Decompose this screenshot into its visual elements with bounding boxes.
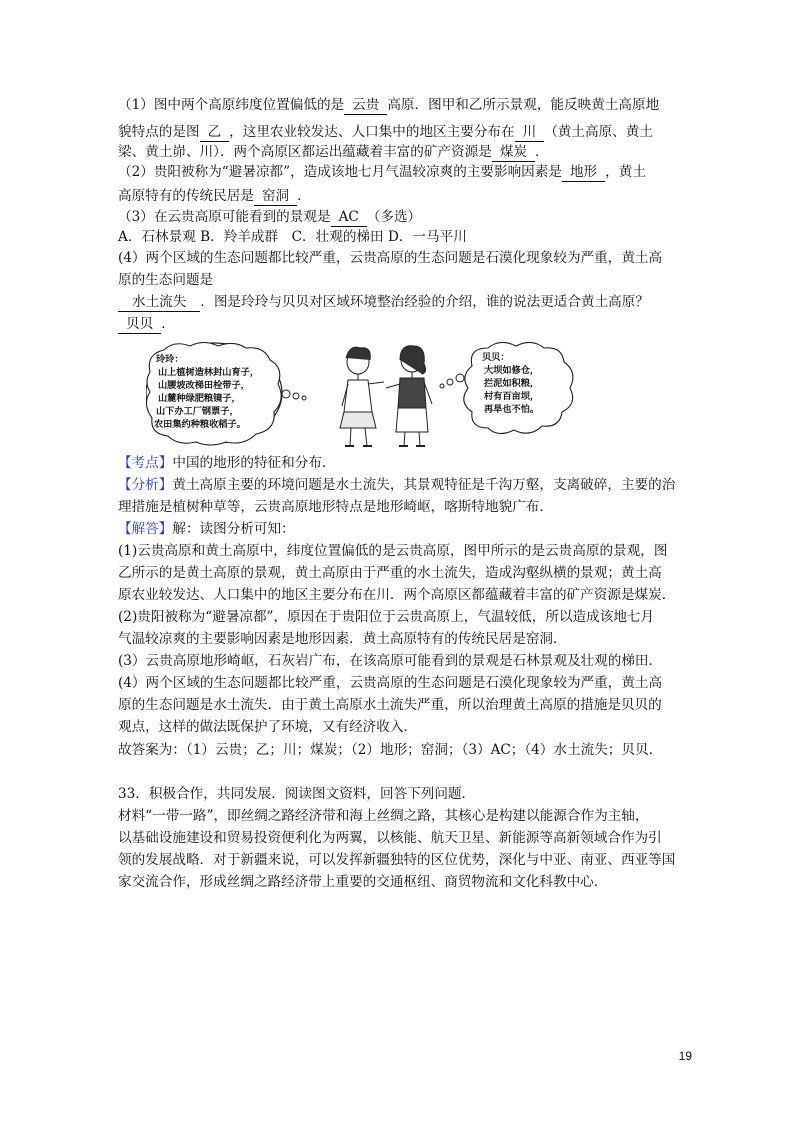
jieda-text: (3）云贵高原地形崎岖，石灰岩广布，在该高原可能看到的景观是石林景观及壮观的梯田． bbox=[118, 653, 663, 669]
q32-part1-line1: （1）图中两个高原纬度位置偏低的是 云贵 高原．图甲和乙所示景观，能反映黄土高原地 bbox=[118, 97, 660, 113]
kaodian-line: 【考点】中国的地形的特征和分布． bbox=[118, 455, 336, 471]
q32-part4-line4: 贝贝 ． bbox=[118, 313, 688, 336]
q33-material: 领的发展战略．对于新疆来说，可以发挥新疆独特的区位优势，深化与中亚、南亚、西亚等国 bbox=[118, 852, 676, 868]
fenxi-line2: 理措施是植树种草等，云贵高原地形特点是地形崎岖，喀斯特地貌广布． bbox=[118, 499, 553, 515]
jieda-text: 乙所示的是黄土高原的景观，黄土高原由于严重的水土流失，造成沟壑纵横的景观；黄土高 bbox=[118, 565, 662, 581]
q32-part2-line1: （2）贵阳被称为“避暑凉都”，造成该地七月气温较凉爽的主要影响因素是 地形 ，黄土 bbox=[118, 164, 646, 180]
jieda-text: 气温较凉爽的主要影响因素是地形因素．黄土高原特有的传统民居是窑洞． bbox=[118, 631, 567, 647]
beibei-line: 村有百亩坝， bbox=[484, 391, 540, 402]
kaodian-tag: 【考点】 bbox=[118, 455, 173, 471]
answer-blank: 地形 bbox=[562, 164, 605, 182]
answer-blank: 水土流失 bbox=[118, 294, 200, 312]
q32-part4-line2: 原的生态问题是 bbox=[118, 272, 214, 288]
q32-part3-line1: （3）在云贵高原可能看到的景观是 AC （多选） bbox=[118, 209, 422, 225]
jieda-tag: 【解答】 bbox=[118, 521, 173, 537]
girl-lingling-figure bbox=[340, 347, 384, 446]
dialogue-illustration-svg bbox=[146, 342, 646, 450]
jieda-line: 【解答】解：读图分析可知： bbox=[118, 521, 295, 537]
fenxi-tag: 【分析】 bbox=[118, 477, 173, 493]
lingling-line: 农田集约种粮收稻子。 bbox=[154, 419, 246, 430]
jieda-text: (1)云贵高原和黄土高原中，纬度位置偏低的是云贵高原，图甲所示的是云贵高原的景观，图 bbox=[118, 543, 668, 559]
beibei-line: 再旱也不怕。 bbox=[484, 404, 540, 415]
lingling-line: 山腰坡改梯田栓带子， bbox=[158, 380, 250, 391]
jieda-text: 观点，这样的做法既保护了环境，又有经济收入． bbox=[118, 719, 418, 735]
fenxi-line1: 【分析】黄土高原主要的环境问题是水土流失，其景观特征是千沟万壑，支离破碎，主要的治 bbox=[118, 477, 676, 493]
answer-blank: 云贵 bbox=[344, 97, 387, 115]
lingling-line: 玲玲： bbox=[156, 354, 184, 365]
beibei-line: 大坝如修仓， bbox=[484, 365, 540, 376]
q33-material: 以基础设施建设和贸易投资便利化为两翼，以核能、航天卫星、新能源等高新领域合作为引 bbox=[118, 830, 662, 846]
beibei-line: 贝贝： bbox=[482, 352, 510, 363]
jieda-text: (4）两个区域的生态问题都比较严重，云贵高原的生态问题是石漠化现象较为严重，黄土高 bbox=[118, 675, 663, 691]
answer-blank: 窑洞 bbox=[254, 188, 297, 206]
girl-beibei-figure bbox=[386, 346, 432, 446]
lingling-line: 山下办工厂钢票子， bbox=[156, 406, 239, 417]
lingling-thought-bubble bbox=[146, 343, 306, 446]
answer-summary: 故答案为：（1）云贵；乙；川；煤炭；（2）地形；窑洞；（3）AC；（4）水土流失；贝贝． bbox=[118, 742, 663, 758]
q33-material: 家交流合作，形成丝绸之路经济带上重要的交通枢纽、商贸物流和文化科教中心． bbox=[118, 874, 608, 890]
q32-part3-options: A．石林景观 B．羚羊成群 C．壮观的梯田 D．一马平川 bbox=[118, 229, 467, 245]
answer-blank: 贝贝 bbox=[118, 316, 161, 334]
lingling-line: 山上植树造林封山育子， bbox=[158, 367, 260, 378]
q33-material: 材料“一带一路”，即丝绸之路经济带和海上丝绸之路，其核心是构建以能源合作为主轴， bbox=[118, 808, 649, 824]
dialogue-illustration bbox=[146, 342, 646, 450]
q32-part1-line3: 梁、黄土峁、川）．两个高原区都运出蕴藏着丰富的矿产资源是 煤炭 ． bbox=[118, 144, 549, 160]
jieda-text: 原的生态问题是水土流失．由于黄土高原水土流失严重，所以治理黄土高原的措施是贝贝的 bbox=[118, 697, 662, 713]
answer-blank: 川 bbox=[515, 124, 545, 142]
beibei-line: 拦泥如积粮， bbox=[484, 378, 540, 389]
answer-blank: 乙 bbox=[200, 124, 230, 142]
q32-part2-line2: 高原特有的传统民居是 窑洞 ． bbox=[118, 188, 311, 204]
beibei-thought-bubble bbox=[440, 342, 573, 433]
q32-part4-line1: (4）两个区域的生态问题都比较严重，云贵高原的生态问题是石漠化现象较为严重，黄土高 bbox=[118, 250, 663, 266]
q32-part1-line2: 貌特点的是图 乙 ，这里农业较发达、人口集中的地区主要分布在 川 （黄土高原、黄土 bbox=[118, 124, 653, 140]
lingling-line: 山麓种绿肥粮镜子， bbox=[158, 393, 241, 404]
jieda-text: 原农业较发达、人口集中的地区主要分布在川．两个高原区都蕴藏着丰富的矿产资源是煤炭． bbox=[118, 587, 676, 603]
page-number: 19 bbox=[678, 1049, 692, 1063]
q33-title: 33．积极合作，共同发展．阅读图文资料，回答下列问题． bbox=[118, 786, 476, 802]
answer-blank: 煤炭 bbox=[492, 144, 535, 162]
q32-part4-line3: 水土流失 ．图是玲玲与贝贝对区域环境整治经验的介绍，谁的说法更适合黄土高原？ bbox=[118, 291, 688, 314]
answer-blank: AC bbox=[331, 209, 367, 227]
jieda-text: (2)贵阳被称为“避暑凉都”，原因在于贵阳位于云贵高原上，气温较低，所以造成该地七月 bbox=[118, 609, 655, 625]
